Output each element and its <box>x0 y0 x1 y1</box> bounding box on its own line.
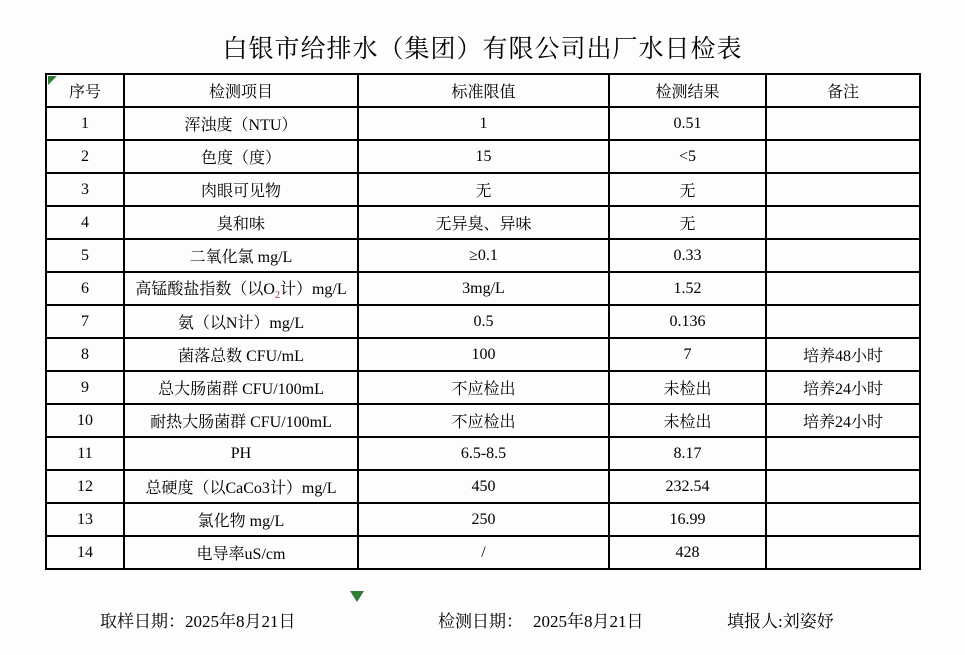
cell-result: 无 <box>609 206 766 239</box>
reporter-label: 填报人: <box>727 612 783 631</box>
inspection-table <box>45 73 919 570</box>
header-serial: 序号 <box>46 74 124 107</box>
sample-date-label: 取样日期： <box>100 612 185 631</box>
cell-item: 氯化物 mg/L <box>124 503 358 536</box>
cell-serial: 9 <box>46 371 124 404</box>
cell-remark <box>766 437 920 470</box>
cell-remark <box>766 173 920 206</box>
cell-result: <5 <box>609 140 766 173</box>
cell-remark <box>766 140 920 173</box>
table-row <box>46 272 920 305</box>
sample-date-value: 2025年8月21日 <box>185 612 296 631</box>
cell-item: PH <box>124 437 358 470</box>
cell-remark <box>766 305 920 338</box>
table-row <box>46 239 920 272</box>
cell-limit: 6.5-8.5 <box>358 437 609 470</box>
sample-date <box>100 607 296 632</box>
cell-remark: 培养48小时 <box>766 338 920 371</box>
cell-serial: 11 <box>46 437 124 470</box>
test-date <box>438 607 644 632</box>
cell-remark: 培养24小时 <box>766 404 920 437</box>
cell-result: 0.51 <box>609 107 766 140</box>
cell-serial: 5 <box>46 239 124 272</box>
cell-item: 总大肠菌群 CFU/100mL <box>124 371 358 404</box>
cell-item: 菌落总数 CFU/mL <box>124 338 358 371</box>
reporter <box>727 607 834 632</box>
cell-remark <box>766 107 920 140</box>
cell-result: 8.17 <box>609 437 766 470</box>
cell-limit: 3mg/L <box>358 272 609 305</box>
cell-limit: 无异臭、异味 <box>358 206 609 239</box>
table-row <box>46 470 920 503</box>
table-row <box>46 404 920 437</box>
cell-remark <box>766 272 920 305</box>
cell-limit: 不应检出 <box>358 371 609 404</box>
cell-remark <box>766 470 920 503</box>
cell-result: 7 <box>609 338 766 371</box>
cell-item: 色度（度） <box>124 140 358 173</box>
cell-serial: 14 <box>46 536 124 569</box>
cell-item: 肉眼可见物 <box>124 173 358 206</box>
cell-item: 高锰酸盐指数（以$O_2$计）mg/L <box>124 272 358 305</box>
cell-remark <box>766 239 920 272</box>
cell-limit: 450 <box>358 470 609 503</box>
cell-remark <box>766 536 920 569</box>
cell-serial: 1 <box>46 107 124 140</box>
cell-limit: 无 <box>358 173 609 206</box>
cell-item: 总硬度（以CaCo3计）mg/L <box>124 470 358 503</box>
cell-serial: 8 <box>46 338 124 371</box>
table-row <box>46 536 920 569</box>
table-header-row <box>46 74 920 107</box>
footer <box>0 607 965 633</box>
cell-serial: 7 <box>46 305 124 338</box>
page-title: 白银市给排水（集团）有限公司出厂水日检表 <box>222 36 743 63</box>
table-row <box>46 305 920 338</box>
table-row <box>46 173 920 206</box>
table-row <box>46 437 920 470</box>
table-row <box>46 338 920 371</box>
cell-remark <box>766 206 920 239</box>
cell-limit: 100 <box>358 338 609 371</box>
cell-item: 电导率uS/cm <box>124 536 358 569</box>
header-result: 检测结果 <box>609 74 766 107</box>
test-date-value: 2025年8月21日 <box>533 612 644 631</box>
inspection-table-grid <box>45 73 921 570</box>
cell-limit: 15 <box>358 140 609 173</box>
header-remark: 备注 <box>766 74 920 107</box>
cell-serial: 10 <box>46 404 124 437</box>
cell-serial: 2 <box>46 140 124 173</box>
cell-limit: ≥0.1 <box>358 239 609 272</box>
table-row <box>46 206 920 239</box>
cell-item: 浑浊度（NTU） <box>124 107 358 140</box>
cell-result: 未检出 <box>609 404 766 437</box>
cell-serial: 4 <box>46 206 124 239</box>
reporter-name: 刘姿妤 <box>782 612 834 631</box>
cell-result: 0.33 <box>609 239 766 272</box>
cell-item: 氨（以N计）mg/L <box>124 305 358 338</box>
cell-result: 0.136 <box>609 305 766 338</box>
cell-result: 无 <box>609 173 766 206</box>
cell-result: 232.54 <box>609 470 766 503</box>
cell-serial: 6 <box>46 272 124 305</box>
cell-result: 16.99 <box>609 503 766 536</box>
cell-result: 1.52 <box>609 272 766 305</box>
header-limit: 标准限值 <box>358 74 609 107</box>
table-row <box>46 107 920 140</box>
excel-corner-marker-icon <box>48 76 57 85</box>
cell-limit: 1 <box>358 107 609 140</box>
header-item: 检测项目 <box>124 74 358 107</box>
cell-remark <box>766 503 920 536</box>
cell-item: 臭和味 <box>124 206 358 239</box>
cell-result: 428 <box>609 536 766 569</box>
cell-limit: 不应检出 <box>358 404 609 437</box>
cell-serial: 12 <box>46 470 124 503</box>
cell-serial: 13 <box>46 503 124 536</box>
cell-item: 耐热大肠菌群 CFU/100mL <box>124 404 358 437</box>
cell-remark: 培养24小时 <box>766 371 920 404</box>
cell-result: 未检出 <box>609 371 766 404</box>
green-arrow-marker-icon <box>350 591 364 602</box>
table-row <box>46 371 920 404</box>
cell-item: 二氧化氯 mg/L <box>124 239 358 272</box>
test-date-label: 检测日期： <box>438 612 523 631</box>
cell-limit: 250 <box>358 503 609 536</box>
cell-limit: / <box>358 536 609 569</box>
table-row <box>46 140 920 173</box>
table-row <box>46 503 920 536</box>
cell-serial: 3 <box>46 173 124 206</box>
cell-limit: 0.5 <box>358 305 609 338</box>
